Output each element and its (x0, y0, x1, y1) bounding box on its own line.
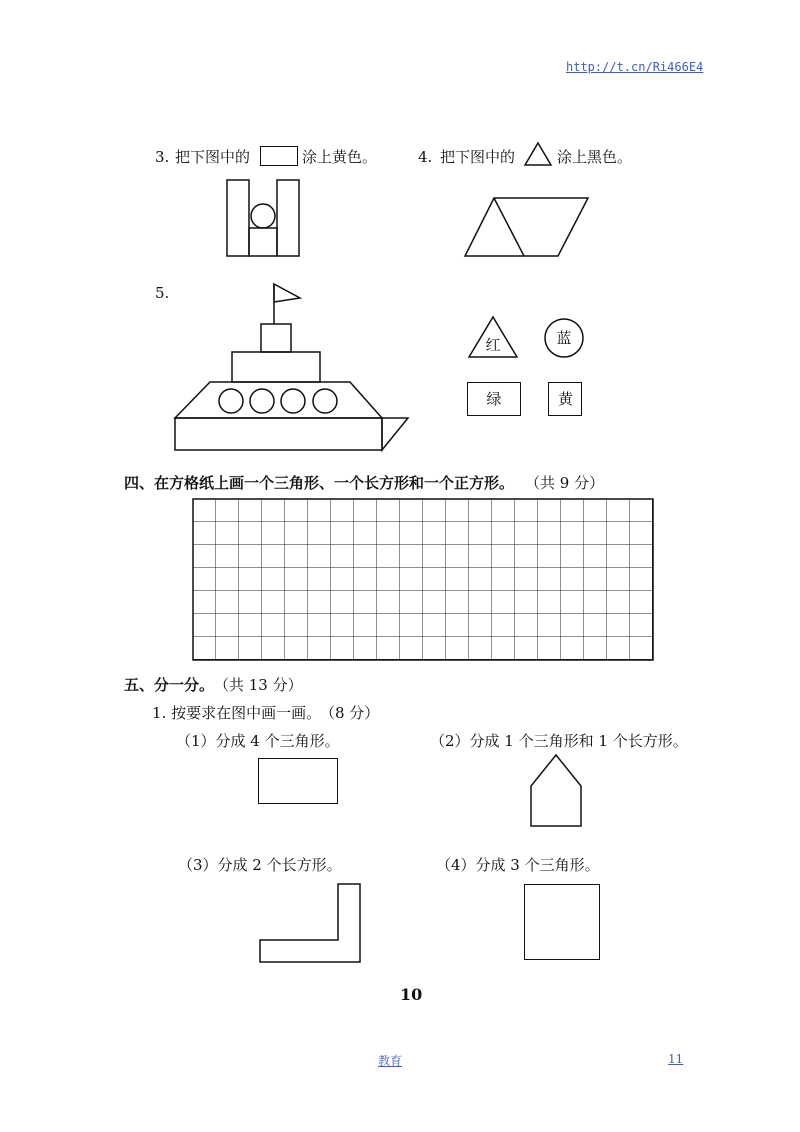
section5-q1-text: 1. 按要求在图中画一画。 (152, 704, 322, 722)
part4-square-figure[interactable] (524, 884, 600, 960)
footer-page-link[interactable]: 11 (668, 1052, 684, 1066)
part3-l-shape-figure[interactable] (256, 880, 366, 968)
part1-rectangle-figure[interactable] (258, 758, 338, 804)
q3-suffix: 涂上黄色。 (302, 148, 378, 166)
grid-paper[interactable] (192, 498, 654, 666)
header-url-link[interactable]: http://t.cn/Ri466E4 (566, 60, 704, 74)
section5-title: 五、分一分。 (124, 676, 215, 694)
part1-label: （1）分成 4 个三角形。 (176, 732, 340, 750)
legend-green-label: 绿 (486, 390, 502, 408)
legend-blue-label: 蓝 (556, 329, 572, 347)
section4-score: （共 9 分） (525, 474, 605, 492)
footer-link[interactable]: 教育 (378, 1054, 403, 1068)
part2-label: （2）分成 1 个三角形和 1 个长方形。 (430, 732, 688, 750)
section5-score: （共 13 分） (214, 676, 303, 694)
part3-label: （3）分成 2 个长方形。 (178, 856, 342, 874)
q3-figure (222, 176, 308, 260)
q4-figure (460, 190, 594, 262)
rectangle-inline-icon (260, 146, 298, 166)
q3-number: 3. (155, 148, 170, 166)
q4-suffix: 涂上黑色。 (557, 148, 633, 166)
q5-number: 5. (155, 284, 170, 302)
part4-label: （4）分成 3 个三角形。 (436, 856, 600, 874)
part2-pentagon-figure[interactable] (528, 752, 584, 830)
section5-q1-score: （8 分） (320, 704, 380, 722)
q3-prefix: 把下图中的 (175, 148, 251, 166)
legend-yellow-label: 黄 (557, 390, 573, 408)
legend-red-label: 红 (485, 336, 501, 354)
section4-title: 四、在方格纸上画一个三角形、一个长方形和一个正方形。 (124, 474, 515, 492)
triangle-inline-icon (523, 140, 553, 168)
q4-prefix: 把下图中的 (440, 148, 516, 166)
q4-number: 4. (418, 148, 433, 166)
ship-figure (170, 276, 415, 456)
page-number: 10 (400, 985, 423, 1004)
